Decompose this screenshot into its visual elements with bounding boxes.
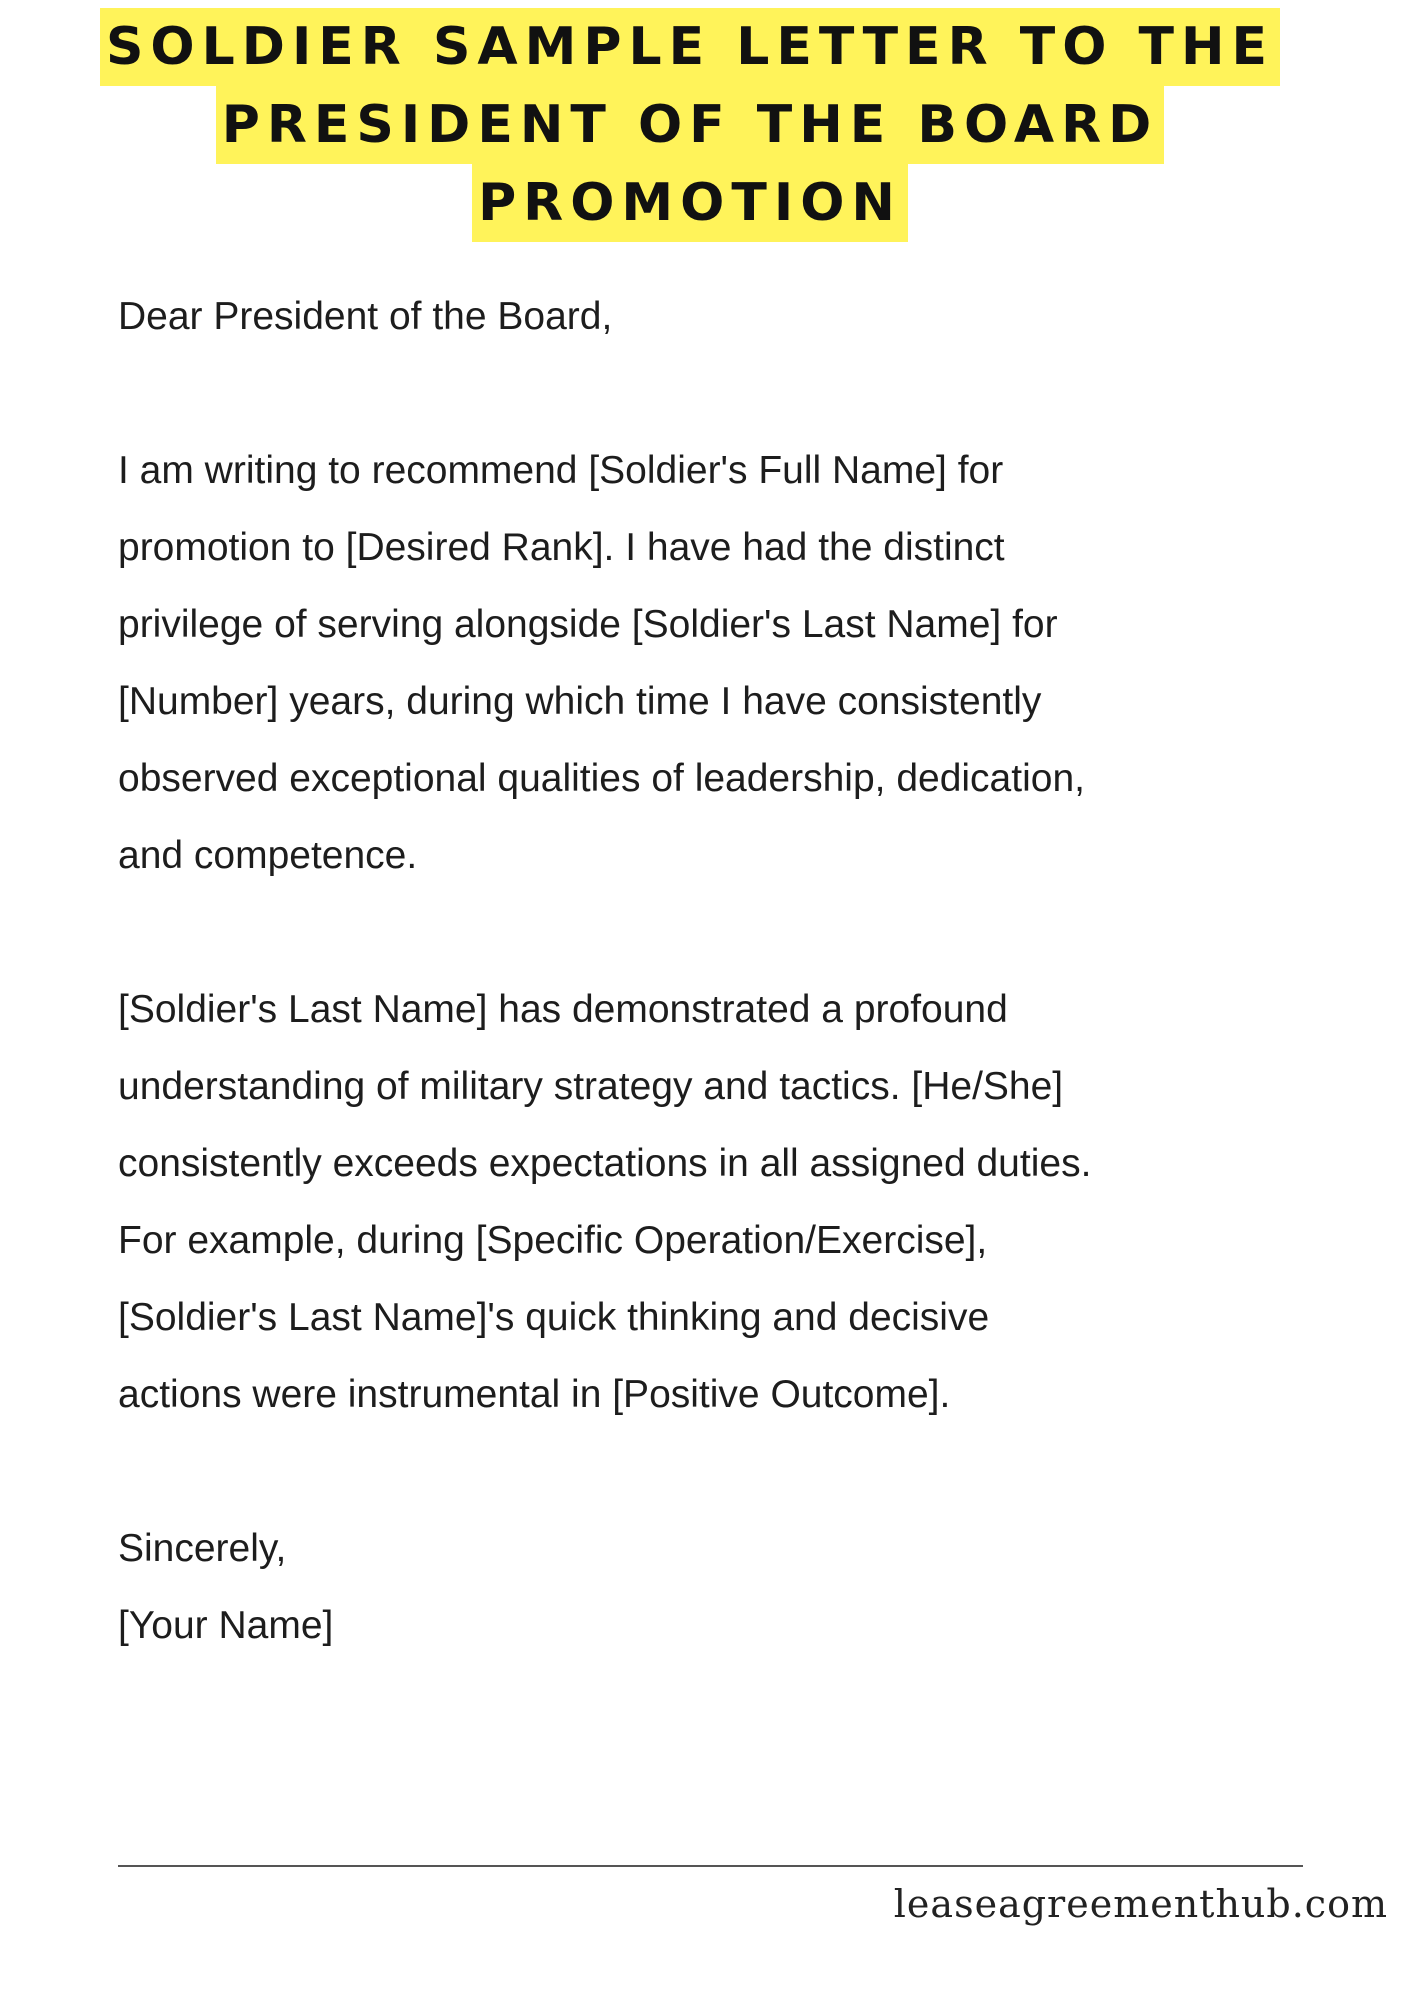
paragraph-1-line: I am writing to recommend [Soldier's Full Name] for (118, 449, 1004, 492)
paragraph-gap (118, 894, 1348, 971)
paragraph-1 (118, 432, 1348, 894)
paragraph-2-line: consistently exceeds expectations in all assigned duties. (118, 1142, 1092, 1185)
paragraph-2 (118, 971, 1348, 1433)
paragraph-gap (118, 355, 1348, 432)
paragraph-1-line: observed exceptional qualities of leadership, dedication, (118, 757, 1085, 800)
paragraph-1-line: [Number] years, during which time I have consistently (118, 680, 1042, 723)
paragraph-2-line: [Soldier's Last Name]'s quick thinking and decisive (118, 1296, 990, 1339)
letter-body (118, 278, 1348, 1664)
paragraph-2-line: For example, during [Specific Operation/Exercise], (118, 1219, 988, 1262)
page-title (0, 8, 1380, 242)
title-line-3: PROMOTION (472, 164, 908, 242)
paragraph-gap (118, 1433, 1348, 1510)
paragraph-1-line: promotion to [Desired Rank]. I have had the distinct (118, 526, 1005, 569)
paragraph-1-line: and competence. (118, 834, 418, 877)
closing: Sincerely, (118, 1527, 287, 1570)
footer-divider (118, 1865, 1303, 1867)
title-line-2: PRESIDENT OF THE BOARD (216, 86, 1165, 164)
paragraph-1-line: privilege of serving alongside [Soldier's Last Name] for (118, 603, 1058, 646)
signature: [Your Name] (118, 1604, 334, 1647)
paragraph-2-line: understanding of military strategy and tactics. [He/She] (118, 1065, 1064, 1108)
footer-site-name: leaseagreementhub.com (893, 1882, 1388, 1926)
paragraph-2-line: [Soldier's Last Name] has demonstrated a profound (118, 988, 1008, 1031)
paragraph-2-line: actions were instrumental in [Positive Outcome]. (118, 1373, 951, 1416)
salutation: Dear President of the Board, (118, 295, 613, 338)
title-line-1: SOLDIER SAMPLE LETTER TO THE (100, 8, 1280, 86)
